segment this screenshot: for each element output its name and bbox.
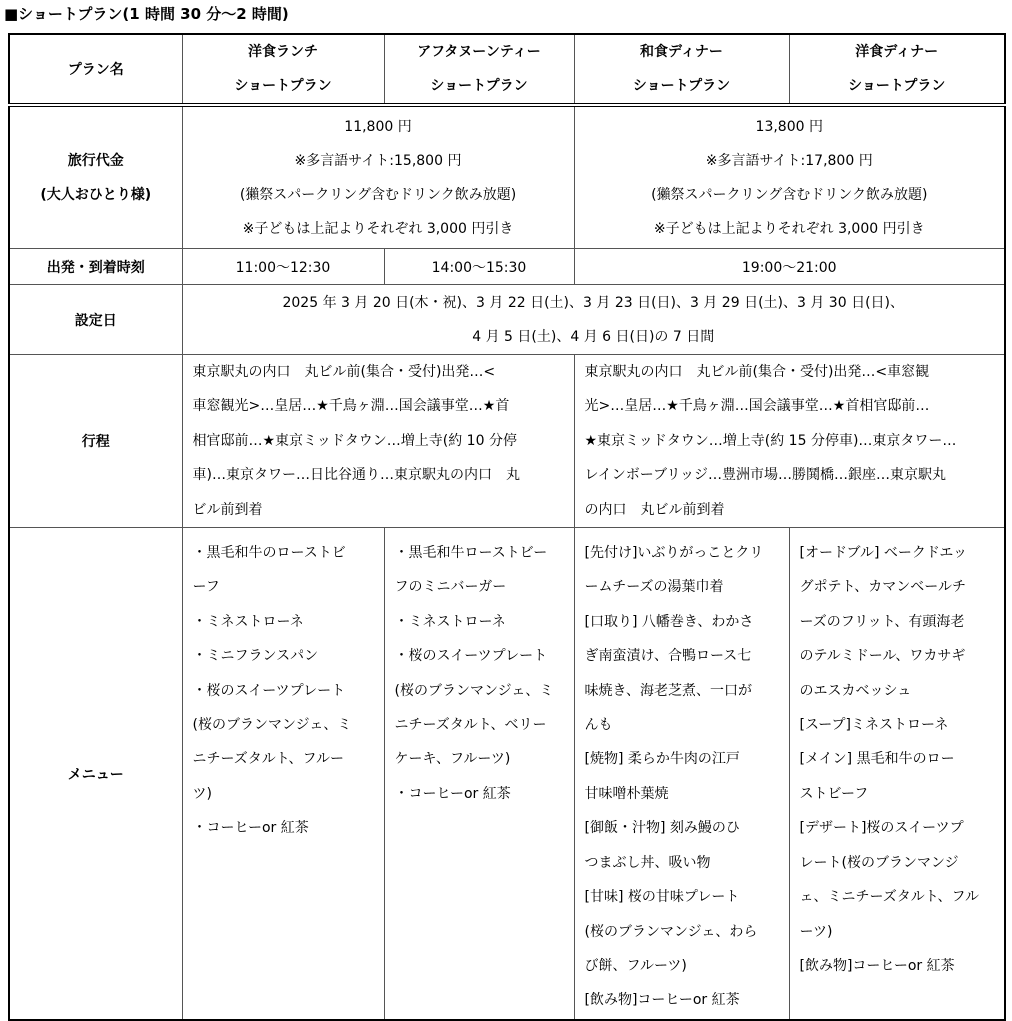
price-line: 13,800 円: [755, 118, 823, 135]
date-row: [9, 285, 1005, 355]
plan-header-western-lunch: [182, 34, 384, 105]
menu-item: ームチーズの湯葉巾着: [584, 579, 724, 596]
menu-item: [デザート]桜のスイーツプ: [799, 820, 964, 837]
price-daytime-cell: [182, 105, 574, 249]
menu-item: ・桜のスイーツプレート: [394, 648, 548, 665]
menu-item: のエスカベッシュ: [799, 682, 912, 699]
itinerary-line: レインボーブリッジ…豊洲市場…勝鬨橋…銀座…東京駅丸: [584, 467, 946, 484]
time-tea: 14:00〜15:30: [384, 249, 574, 285]
menu-item: ニチーズタルト、フルー: [192, 751, 344, 768]
itinerary-line: 東京駅丸の内口 丸ビル前(集合・受付)出発…<車窓観: [584, 364, 930, 380]
menu-item: ・ミネストローネ: [192, 613, 304, 630]
date-line: 4 月 5 日(土)、4 月 6 日(日)の 7 日間: [472, 328, 715, 345]
menu-western-lunch: [182, 528, 384, 1021]
price-line: (獺祭スパークリング含むドリンク飲み放題): [651, 186, 928, 203]
menu-item: ニチーズタルト、ベリー: [394, 717, 547, 734]
menu-item: (桜のブランマンジェ、わら: [584, 923, 758, 940]
menu-item: び餅、フルーツ): [584, 957, 687, 974]
menu-label: メニュー: [67, 766, 124, 783]
itinerary-label-cell: [9, 355, 182, 528]
menu-item: ・黒毛和牛ローストビー: [394, 545, 548, 562]
itinerary-line: 車窓観光>…皇居…★千鳥ヶ淵…国会議事堂…★首: [192, 398, 510, 415]
price-line: ※子どもは上記よりそれぞれ 3,000 円引き: [242, 220, 514, 237]
plan-name-header: [9, 34, 182, 105]
menu-afternoon-tea: [384, 528, 574, 1021]
price-label-sub: (大人おひとり様): [40, 186, 152, 203]
menu-item: [メイン] 黒毛和牛のロー: [799, 751, 955, 768]
menu-item: ストビーフ: [799, 785, 869, 802]
menu-item: [先付け]いぶりがっことクリ: [584, 545, 764, 562]
itinerary-line: の内口 丸ビル前到着: [584, 501, 725, 518]
menu-item: [口取り] 八幡巻き、わかさ: [584, 613, 754, 630]
plan-header-line: アフタヌーンティー: [417, 44, 541, 60]
time-lunch: 11:00〜12:30: [182, 249, 384, 285]
menu-item: ぎ南蛮漬け、合鴨ロース七: [584, 648, 752, 665]
price-label-cell: [9, 105, 182, 249]
price-line: ※多言語サイト:15,800 円: [294, 152, 462, 169]
price-row: [9, 105, 1005, 249]
menu-item: [御飯・汁物] 刻み鰻のひ: [584, 820, 740, 837]
menu-item: んも: [584, 717, 613, 734]
itinerary-daytime-cell: [182, 355, 574, 528]
plan-header-line: ショートプラン: [234, 78, 332, 94]
menu-item: ・ミニフランスパン: [192, 648, 319, 665]
menu-label-cell: [9, 528, 182, 1021]
time-dinner: 19:00〜21:00: [574, 249, 1005, 285]
itinerary-line: ビル前到着: [192, 501, 263, 518]
menu-item: ーツ): [799, 923, 833, 940]
header-row: [9, 34, 1005, 105]
menu-item: ケーキ、フルーツ): [394, 751, 511, 768]
menu-item: グポテト、カマンベールチ: [799, 579, 966, 596]
itinerary-row: [9, 355, 1005, 528]
page-title: ■ショートプラン(1 時間 30 分〜2 時間): [4, 5, 289, 23]
time-row: [9, 249, 1005, 285]
menu-item: ・コーヒーor 紅茶: [192, 820, 309, 837]
menu-item: ェ、ミニチーズタルト、フル: [799, 889, 979, 906]
menu-item: (桜のブランマンジェ、ミ: [394, 682, 554, 699]
itinerary-line: ★東京ミッドタウン…増上寺(約 15 分停車)…東京タワー…: [584, 432, 957, 449]
menu-item: ・黒毛和牛のローストビ: [192, 545, 346, 562]
menu-item: 甘味噌朴葉焼: [584, 785, 669, 802]
menu-row: [9, 528, 1005, 1021]
menu-item: つまぶし丼、吸い物: [584, 854, 711, 871]
time-label: 出発・到着時刻: [46, 259, 145, 276]
menu-item: レート(桜のブランマンジ: [799, 854, 959, 871]
date-label-cell: [9, 285, 182, 355]
price-line: (獺祭スパークリング含むドリンク飲み放題): [239, 186, 517, 203]
price-dinner-cell: [574, 105, 1005, 249]
menu-item: [スープ]ミネストローネ: [799, 717, 949, 734]
plan-header-line: ショートプラン: [632, 78, 731, 94]
itinerary-label: 行程: [81, 434, 110, 451]
price-line: 11,800 円: [344, 118, 412, 135]
menu-item: 味焼き、海老芝煮、一口が: [584, 682, 752, 699]
price-line: ※子どもは上記よりそれぞれ 3,000 円引き: [653, 220, 925, 237]
plan-header-line: 洋食ランチ: [248, 44, 318, 60]
menu-item: [飲み物]コーヒーor 紅茶: [584, 992, 740, 1009]
plan-header-line: 和食ディナー: [640, 44, 723, 60]
plan-header-line: 洋食ディナー: [855, 44, 939, 60]
itinerary-line: 車)…東京タワー…日比谷通り…東京駅丸の内口 丸: [192, 467, 520, 484]
menu-item: ーフ: [192, 579, 220, 596]
date-label: 設定日: [74, 312, 117, 329]
menu-item: [オードブル] ベークドエッ: [799, 545, 968, 562]
menu-item: [甘味] 桜の甘味プレート: [584, 889, 740, 906]
menu-item: ーズのフリット、有頭海老: [799, 613, 965, 630]
plan-header-line: ショートプラン: [430, 78, 528, 94]
itinerary-line: 光>…皇居…★千鳥ヶ淵…国会議事堂…★首相官邸前…: [584, 398, 930, 415]
time-label-cell: [9, 249, 182, 285]
menu-item: ・コーヒーor 紅茶: [394, 785, 511, 802]
plan-table: [8, 33, 1006, 1021]
date-line: 2025 年 3 月 20 日(木・祝)、3 月 22 日(土)、3 月 23 日(日)、3 月 29 日(土)、3 月 30 日(日)、: [282, 294, 904, 311]
menu-japanese-dinner: [574, 528, 789, 1021]
menu-item: ・桜のスイーツプレート: [192, 682, 346, 699]
plan-header-afternoon-tea: [384, 34, 574, 105]
itinerary-line: 相官邸前…★東京ミッドタウン…増上寺(約 10 分停: [192, 432, 517, 449]
date-cell: [182, 285, 1005, 355]
menu-item: [焼物] 柔らか牛肉の江戸: [584, 751, 740, 768]
plan-name-label: プラン名: [67, 62, 124, 78]
itinerary-line: 東京駅丸の内口 丸ビル前(集合・受付)出発…<: [192, 364, 496, 380]
menu-item: フのミニバーガー: [394, 579, 507, 596]
plan-header-japanese-dinner: [574, 34, 789, 105]
menu-western-dinner: [789, 528, 1005, 1021]
menu-item: ツ): [192, 785, 212, 802]
itinerary-dinner-cell: [574, 355, 1005, 528]
menu-item: (桜のブランマンジェ、ミ: [192, 717, 352, 734]
plan-header-line: ショートプラン: [848, 78, 946, 94]
menu-item: ・ミネストローネ: [394, 613, 506, 630]
price-label: 旅行代金: [67, 152, 124, 169]
menu-item: [飲み物]コーヒーor 紅茶: [799, 957, 955, 974]
plan-header-western-dinner: [789, 34, 1005, 105]
menu-item: のテルミドール、ワカサギ: [799, 648, 966, 665]
price-line: ※多言語サイト:17,800 円: [705, 152, 873, 169]
